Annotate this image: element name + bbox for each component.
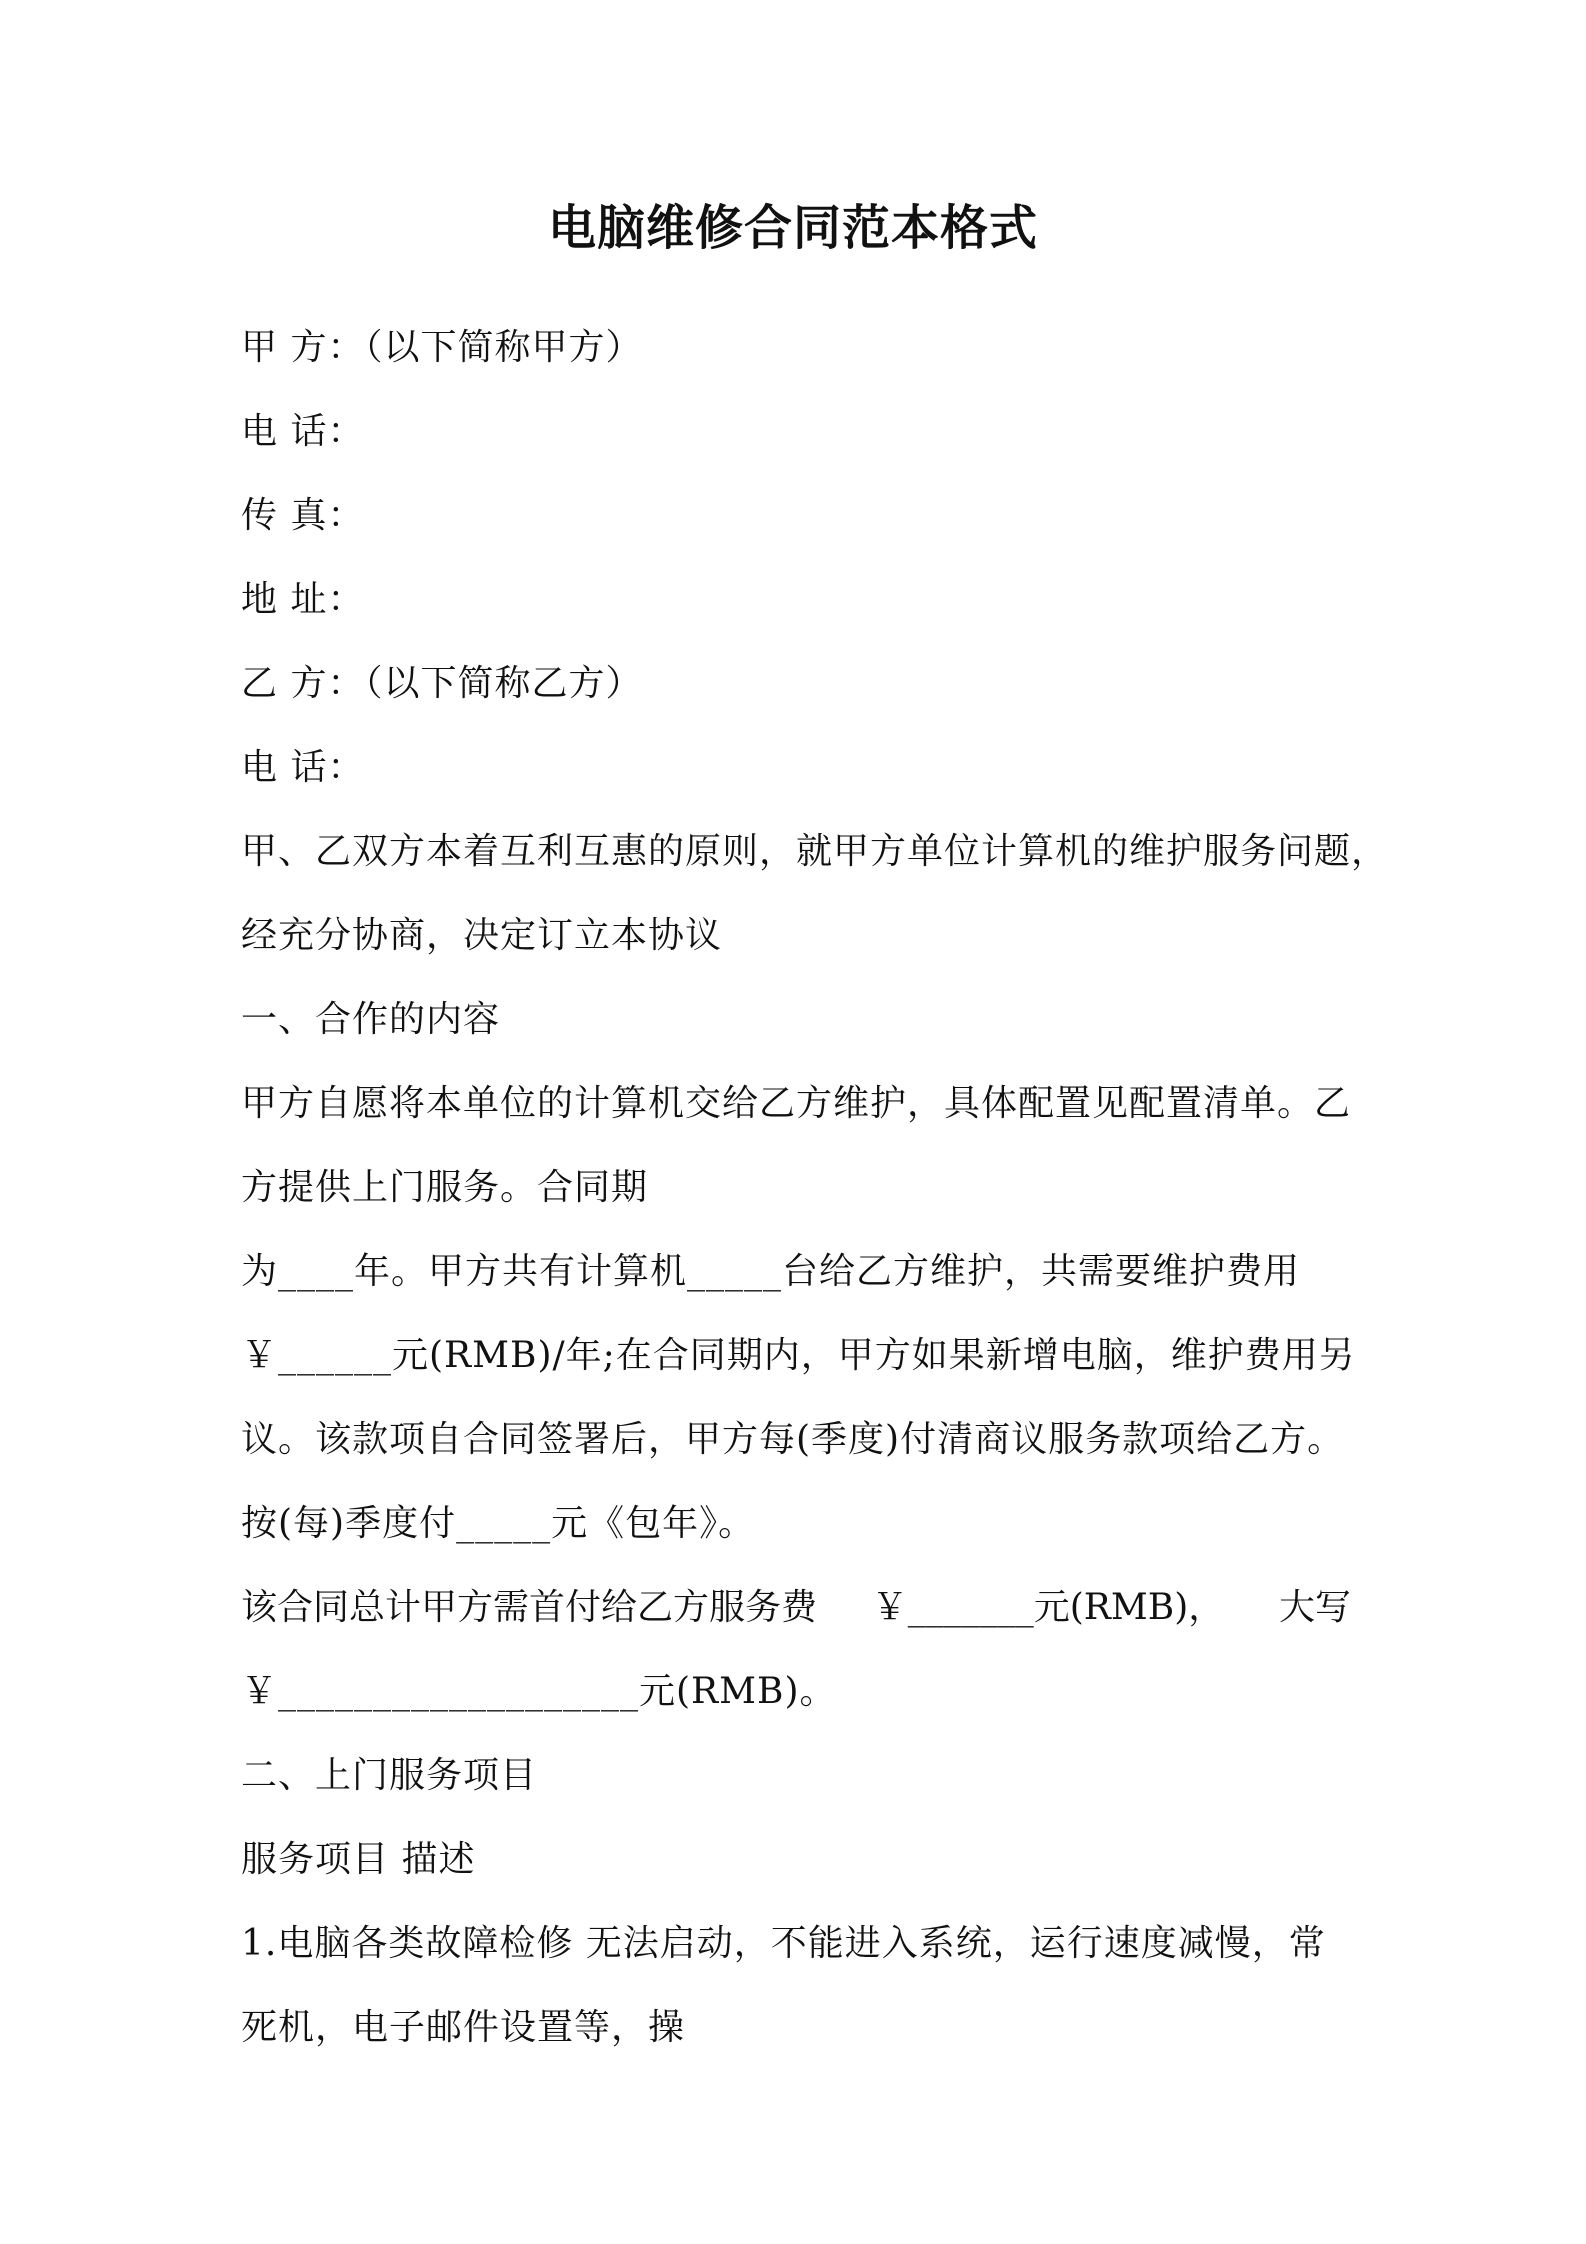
service-table-header: 服务项目 描述 [241, 1839, 476, 1880]
cooperation-paragraph-line-1: 甲方自愿将本单位的计算机交给乙方维护，具体配置见配置清单。乙 [241, 1083, 1352, 1124]
fee-line: ￥______元(RMB)/年;在合同期内，甲方如果新增电脑，维护费用另 [241, 1335, 1356, 1376]
total-fee-text: 该合同总计甲方需首付给乙方服务费 [241, 1587, 818, 1628]
service-item-1-line-2: 死机，电子邮件设置等，操 [241, 2007, 686, 2048]
total-fee-line [241, 1584, 1351, 1632]
party-b-phone-line: 电 话： [241, 747, 365, 788]
party-b-line: 乙 方：（以下简称乙方） [241, 663, 643, 704]
party-a-address-line: 地 址： [241, 579, 365, 620]
document-title: 电脑维修合同范本格式 [547, 200, 1038, 256]
intro-paragraph-line-2: 经充分协商，决定订立本协议 [241, 915, 723, 956]
total-fee-uppercase: 大写 [1278, 1587, 1351, 1628]
payment-line: 议。该款项自合同签署后，甲方每(季度)付清商议服务款项给乙方。 [241, 1419, 1345, 1460]
party-a-fax-line: 传 真： [241, 495, 365, 536]
service-item-1-line-1: 1.电脑各类故障检修 无法启动，不能进入系统，运行速度减慢，常 [241, 1923, 1326, 1964]
section-heading-service: 二、上门服务项目 [241, 1755, 538, 1796]
contract-term-line: 为____年。甲方共有计算机_____台给乙方维护，共需要维护费用 [241, 1251, 1301, 1292]
uppercase-amount-line: ￥___________________元(RMB)。 [241, 1671, 837, 1712]
party-a-line: 甲 方：（以下简称甲方） [241, 327, 643, 368]
section-heading-cooperation: 一、合作的内容 [241, 999, 501, 1040]
total-fee-amount: ￥_______元(RMB)， [871, 1587, 1225, 1628]
cooperation-paragraph-line-2: 方提供上门服务。合同期 [241, 1167, 649, 1208]
quarterly-payment-line: 按(每)季度付_____元《包年》。 [241, 1503, 756, 1544]
intro-paragraph-line-1: 甲、乙双方本着互利互惠的原则，就甲方单位计算机的维护服务问题， [241, 831, 1389, 872]
party-a-phone-line: 电 话： [241, 411, 365, 452]
